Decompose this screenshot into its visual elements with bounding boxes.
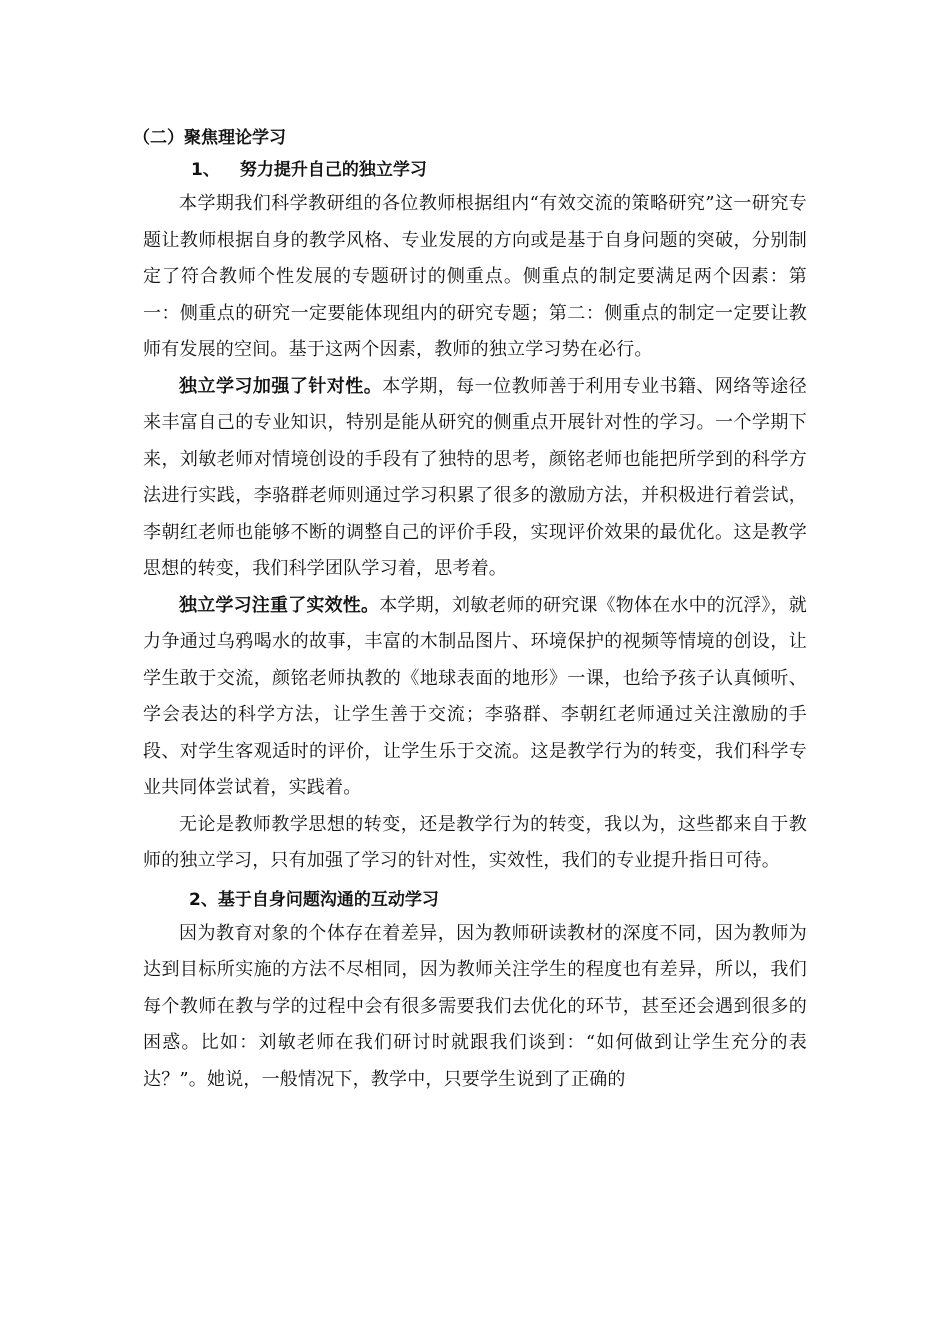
paragraph-targeted-learning: [143, 369, 807, 588]
paragraph-lead: 独立学习加强了针对性。: [179, 375, 383, 397]
subsection-number: 1、: [191, 160, 220, 180]
paragraph-intro: 本学期我们科学教研组的各位教师根据组内“有效交流的策略研究”这一研究专题让教师根据自身的教学风格、专业发展的方向或是基于自身问题的突破，分别制定了符合教师个性发展的专题研讨的侧重点。侧重点的制定要满足两个因素：第一：侧重点的研究一定要能体现组内的研究专题；第二：侧重点的制定一定要让教师有发展的空间。基于这两个因素，教师的独立学习势在必行。: [143, 193, 807, 360]
subsection-title: 努力提升自己的独立学习: [239, 160, 427, 180]
paragraph-lead: 独立学习注重了实效性。: [179, 594, 380, 616]
paragraph-interactive-learning: 因为教育对象的个体存在着差异，因为教师研读教材的深度不同，因为教师为达到目标所实施的方法不尽相同，因为教师关注学生的程度也有差异，所以，我们每个教师在教与学的过程中会有很多需要我们去优化的环节，甚至还会遇到很多的困惑。比如：刘敏老师在我们研讨时就跟我们谈到：“如何做到让学生充分的表达？”。她说，一般情况下，教学中，只要学生说到了正确的: [143, 922, 807, 1090]
subsection-heading-1: [191, 154, 807, 186]
section-heading: （二）聚焦理论学习: [133, 128, 286, 148]
document-body: [133, 122, 808, 1098]
paragraph-effectiveness: [143, 588, 807, 807]
subsection-heading-2: 2、基于自身问题沟通的互动学习: [189, 889, 439, 910]
paragraph-body: 本学期，每一位教师善于利用专业书籍、网络等途径来丰富自己的专业知识，特别是能从研究的侧重点开展针对性的学习。一个学期下来，刘敏老师对情境创设的手段有了独特的思考，颜铭老师也能把所学到的科学方法进行实践，李骆群老师则通过学习积累了很多的激励方法，并积极进行着尝试，李朝红老师也能够不断的调整自己的评价手段，实现评价效果的最优化。这是教学思想的转变，我们科学团队学习着，思考着。: [143, 375, 807, 579]
paragraph-conclusion: 无论是教师教学思想的转变，还是教学行为的转变，我以为，这些都来自于教师的独立学习，只有加强了学习的针对性，实效性，我们的专业提升指日可待。: [143, 813, 807, 871]
paragraph-body: 本学期，刘敏老师的研究课《物体在水中的沉浮》，就力争通过乌鸦喝水的故事，丰富的木制品图片、环境保护的视频等情境的创设，让学生敢于交流，颜铭老师执教的《地球表面的地形》一课，也给予孩子认真倾听、学会表达的科学方法，让学生善于交流；李骆群、李朝红老师通过关注激励的手段、对学生客观适时的评价，让学生乐于交流。这是教学行为的转变，我们科学专业共同体尝试着，实践着。: [143, 594, 808, 798]
